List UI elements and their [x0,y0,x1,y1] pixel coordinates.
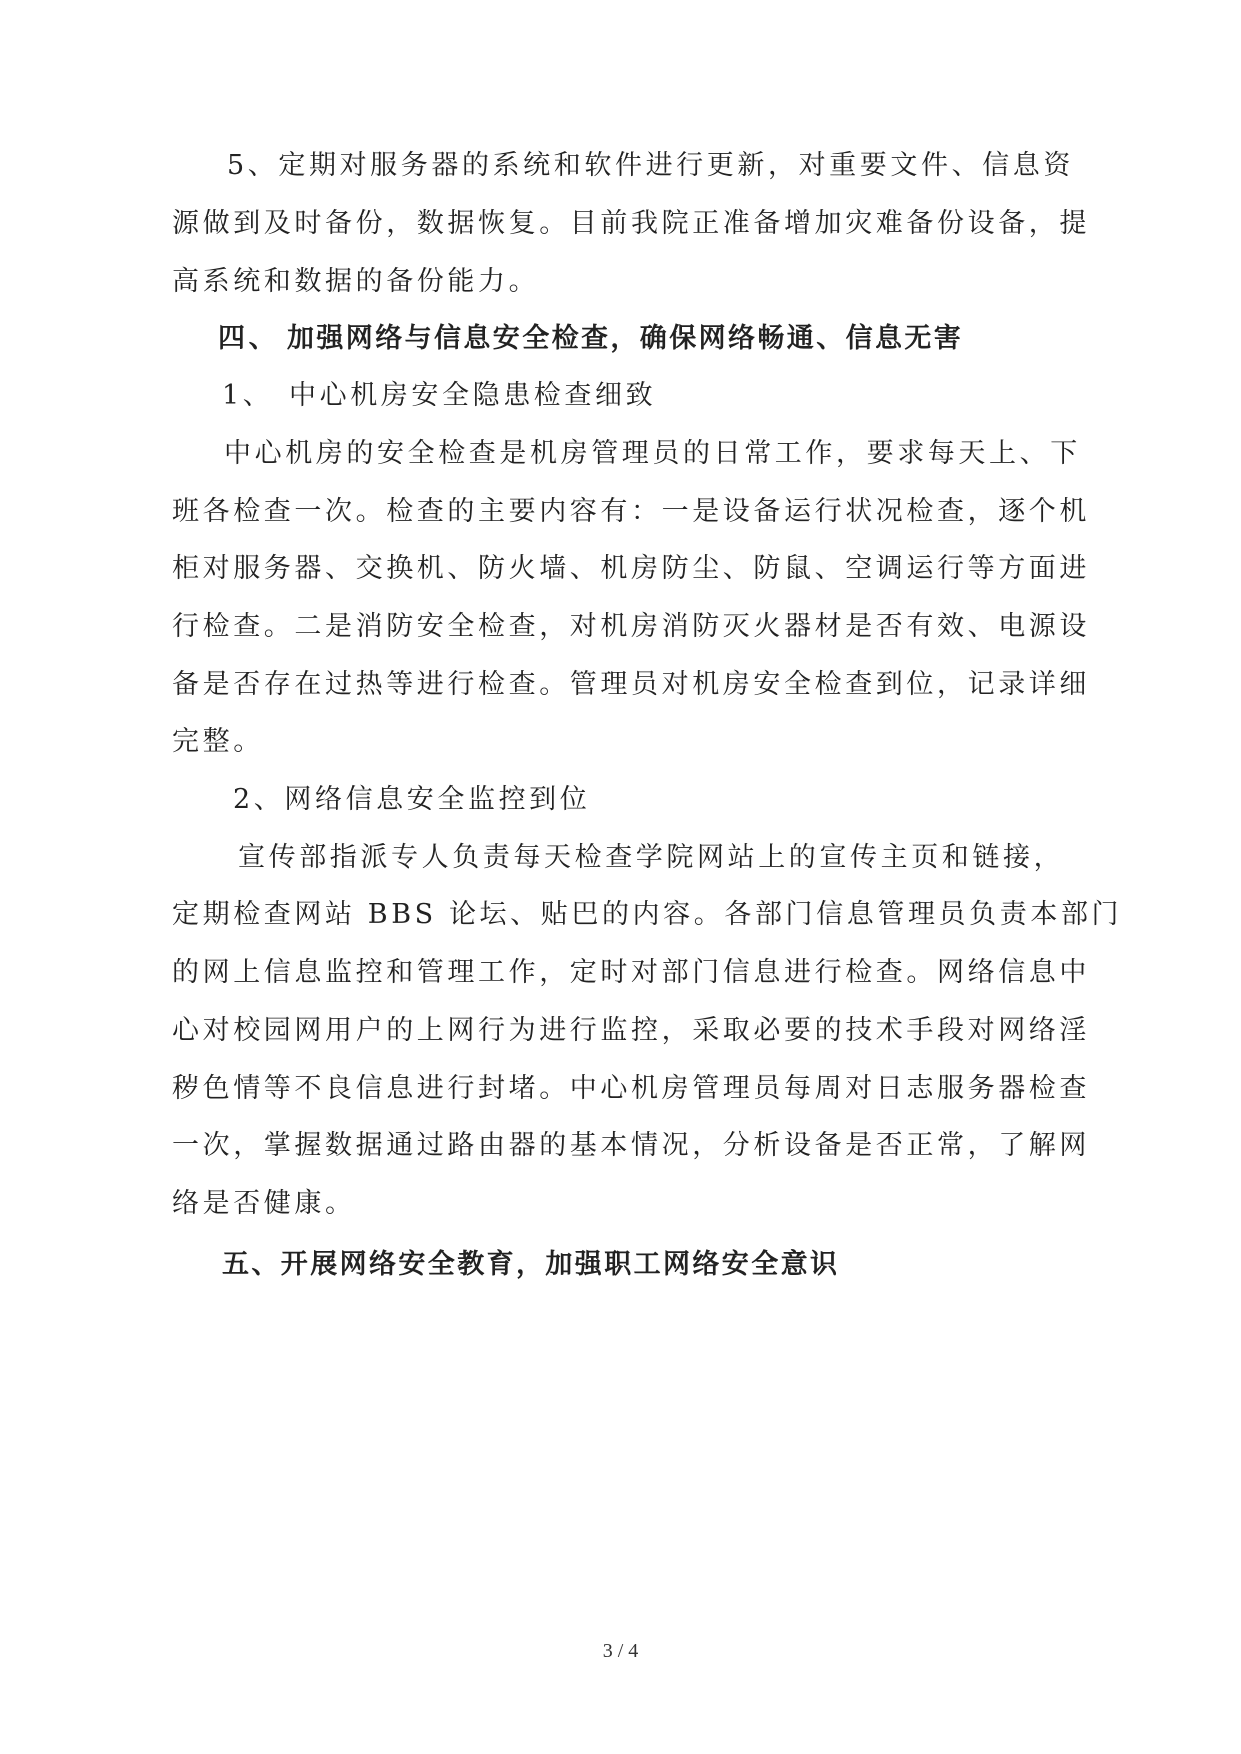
text-line: 班各检查一次。检查的主要内容有：一是设备运行状况检查，逐个机 [172,496,1090,527]
section-heading: 加强网络与信息安全检查，确保网络畅通、信息无害 [287,323,964,354]
text-line: 中心机房的安全检查是机房管理员的日常工作，要求每天上、下 [224,438,1081,469]
section-number: 四、 [218,323,280,354]
text-line: 一次，掌握数据通过路由器的基本情况，分析设备是否正常，了解网 [172,1130,1090,1161]
text-line: 的网上信息监控和管理工作，定时对部门信息进行检查。网络信息中 [172,957,1090,988]
text-line: 柜对服务器、交换机、防火墙、机房防尘、防鼠、空调运行等方面进 [172,553,1090,584]
text-line: 定期检查网站 BBS 论坛、贴巴的内容。各部门信息管理员负责本部门 [172,899,1123,930]
text-line: 5、定期对服务器的系统和软件进行更新，对重要文件、信息资 [227,150,1074,181]
text-line: 备是否存在过热等进行检查。管理员对机房安全检查到位，记录详细 [172,669,1090,700]
subsection-number: 1、 [222,380,274,411]
subsection-heading: 中心机房安全隐患检查细致 [289,380,657,411]
text-line: 高系统和数据的备份能力。 [172,266,540,297]
text-line: 行检查。二是消防安全检查，对机房消防灭火器材是否有效、电源设 [172,611,1090,642]
page-number: 3 / 4 [602,1640,639,1662]
text-line: 源做到及时备份，数据恢复。目前我院正准备增加灾难备份设备，提 [172,208,1090,239]
text-line: 络是否健康。 [172,1188,356,1219]
text-line: 完整。 [172,726,264,757]
text-line: 宣传部指派专人负责每天检查学院网站上的宣传主页和链接， [238,842,1065,873]
text-line: 秽色情等不良信息进行封堵。中心机房管理员每周对日志服务器检查 [172,1073,1090,1104]
text-line: 心对校园网用户的上网行为进行监控，采取必要的技术手段对网络淫 [172,1015,1090,1046]
section-heading: 五、开展网络安全教育，加强职工网络安全意识 [222,1249,840,1280]
subsection-heading: 2、网络信息安全监控到位 [233,784,591,815]
